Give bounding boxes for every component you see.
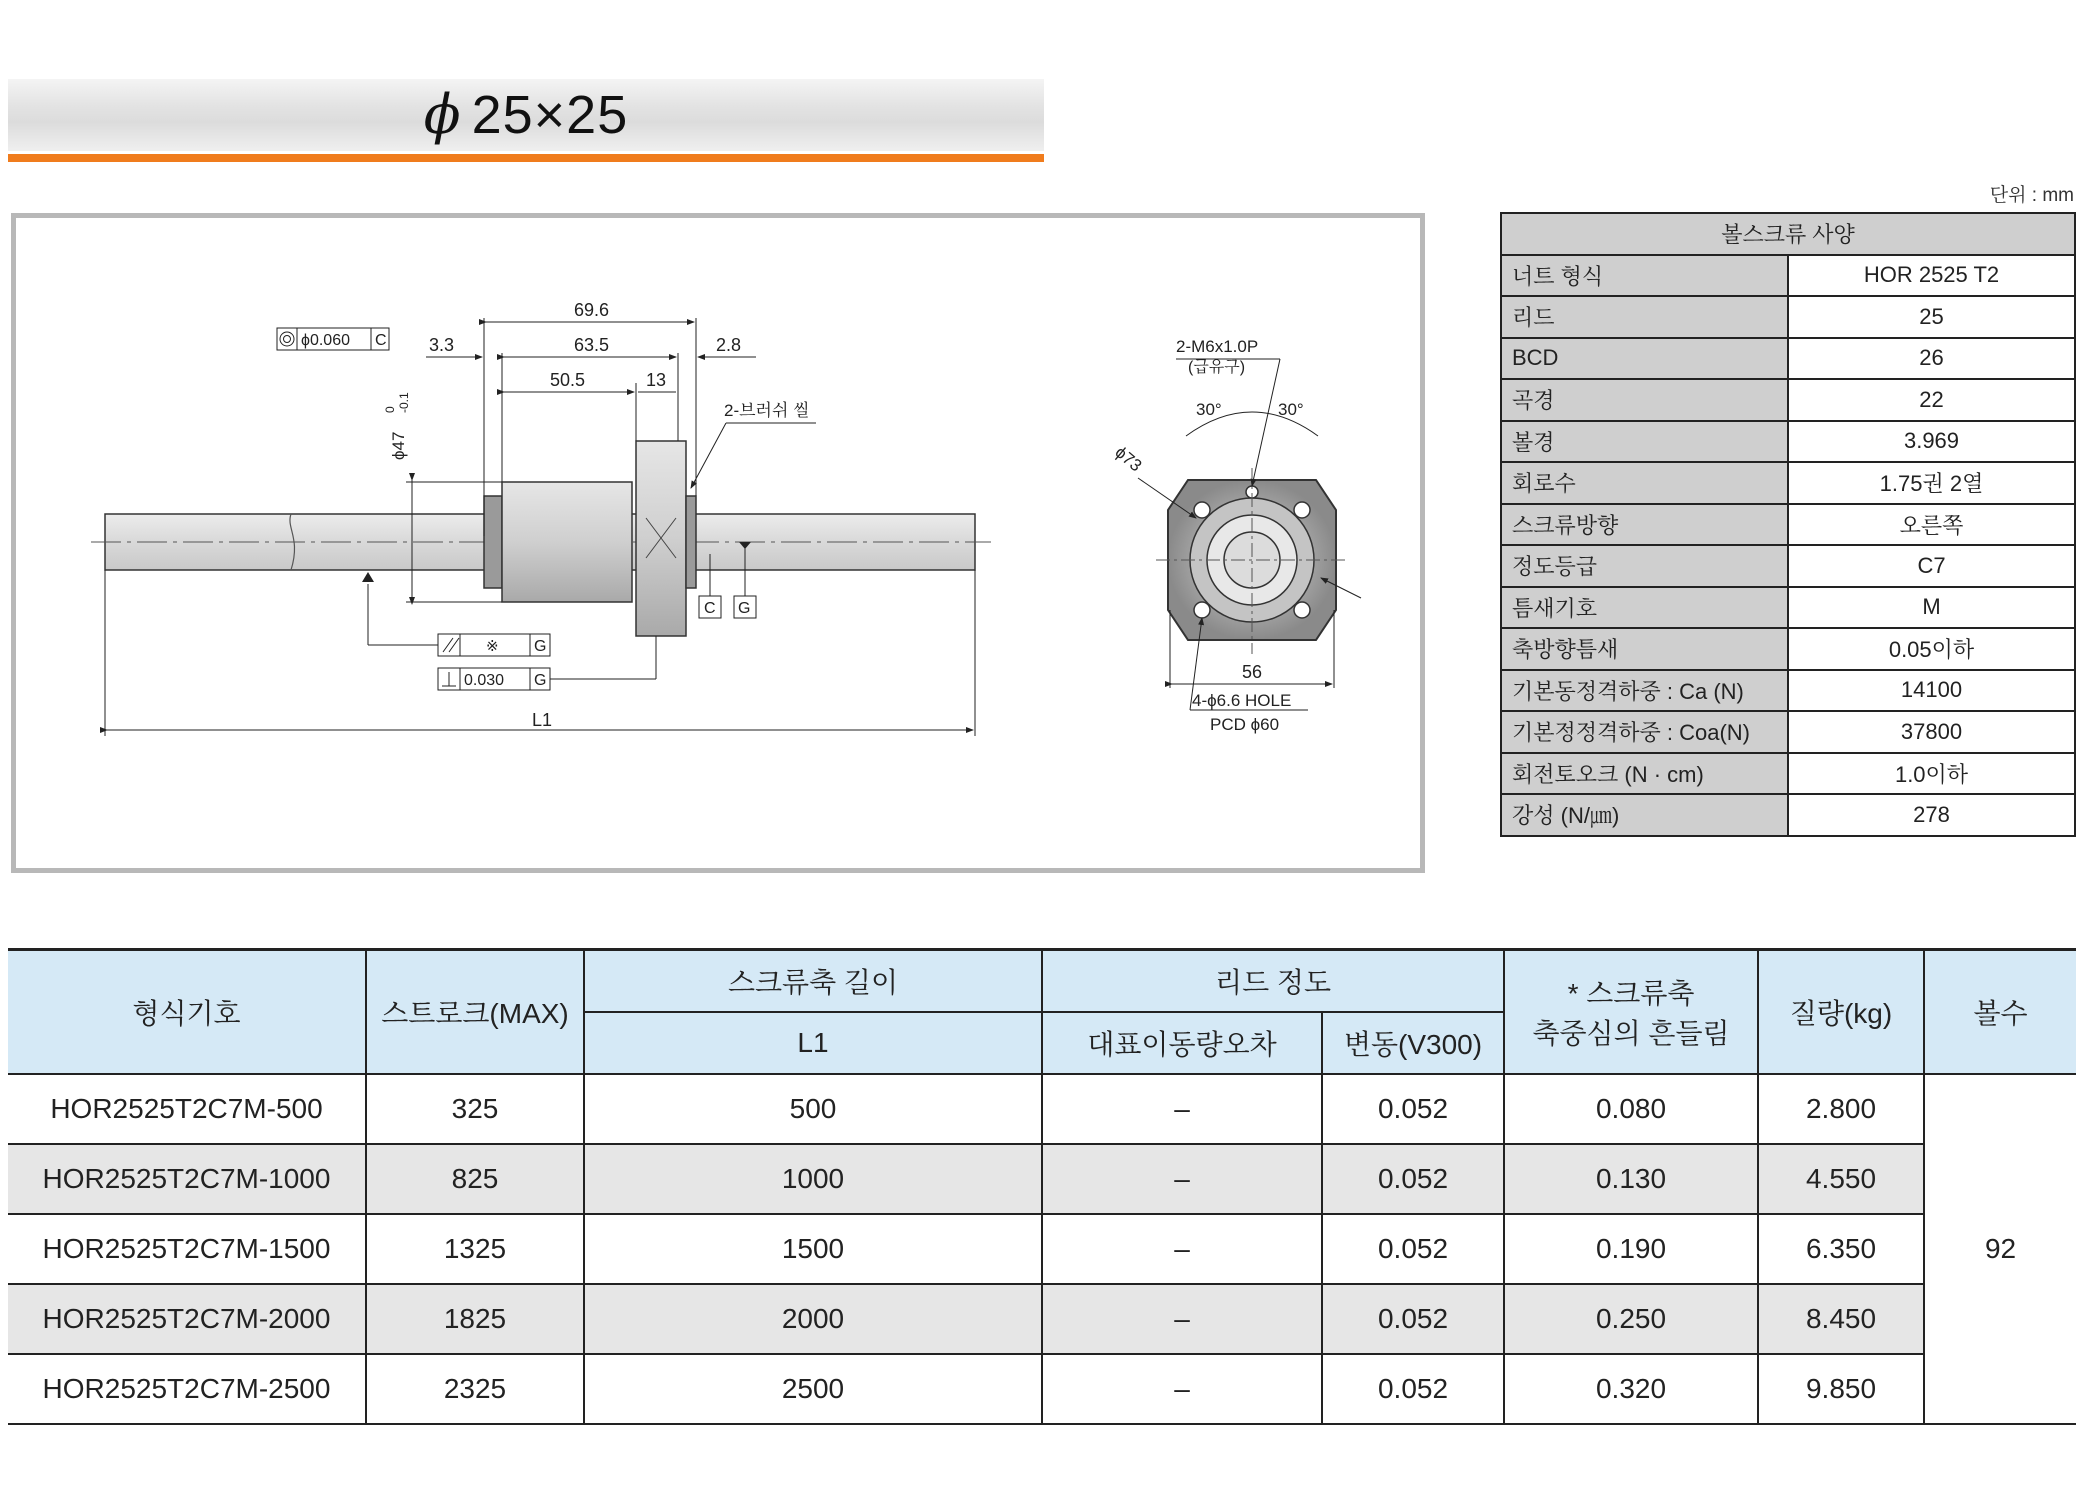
tol-perp-ref: G: [534, 672, 547, 689]
spec-key: 스크류방향: [1501, 504, 1788, 546]
spec-value: 22: [1788, 379, 2075, 421]
cell-l1: 1000: [584, 1144, 1042, 1214]
cell-model: HOR2525T2C7M-500: [8, 1074, 366, 1144]
spec-value: 278: [1788, 794, 2075, 836]
tol-flatness-value: ϕ0.060: [301, 332, 350, 349]
cell-runout: 0.130: [1504, 1144, 1758, 1214]
spec-row: [1501, 504, 2075, 546]
cell-err: –: [1042, 1354, 1322, 1424]
header-length: 스크류축 길이: [584, 950, 1042, 1013]
spec-row: [1501, 255, 2075, 297]
models-table: [8, 948, 2076, 1425]
header-balls: 볼수: [1924, 950, 2076, 1075]
dim-3-3: 3.3: [429, 335, 455, 355]
title-banner: [8, 79, 1044, 151]
header-runout-line2: 축중심의 흔들림: [1532, 1018, 1730, 1049]
dim-50-5: 50.5: [550, 370, 586, 390]
dim-l1: L1: [532, 710, 553, 730]
spec-key: 기본정정격하중 : Coa(N): [1501, 711, 1788, 753]
spec-key: 볼경: [1501, 421, 1788, 463]
cell-stroke: 825: [366, 1144, 584, 1214]
spec-value: 14100: [1788, 670, 2075, 712]
dim-phi47-tol-lower: -0.1: [397, 392, 411, 413]
hole-label: 4-ϕ6.6 HOLE: [1192, 691, 1292, 710]
mount-hole-1: [1194, 502, 1210, 518]
cell-runout: 0.250: [1504, 1284, 1758, 1354]
title-phi: ϕ: [423, 83, 462, 146]
cell-err: –: [1042, 1284, 1322, 1354]
pcd-label: PCD ϕ60: [1210, 715, 1280, 734]
cell-model: HOR2525T2C7M-1000: [8, 1144, 366, 1214]
nut-body: [502, 482, 632, 602]
cell-mass: 9.850: [1758, 1354, 1924, 1424]
cell-runout: 0.190: [1504, 1214, 1758, 1284]
spec-row: [1501, 753, 2075, 795]
spec-key: 기본동정격하중 : Ca (N): [1501, 670, 1788, 712]
cell-runout: 0.320: [1504, 1354, 1758, 1424]
cell-var: 0.052: [1322, 1144, 1504, 1214]
spec-value: 26: [1788, 338, 2075, 380]
spec-value: 0.05이하: [1788, 628, 2075, 670]
spec-key: BCD: [1501, 338, 1788, 380]
dim-63-5: 63.5: [574, 335, 610, 355]
cell-var: 0.052: [1322, 1074, 1504, 1144]
header-model: 형식기호: [8, 950, 366, 1075]
header-runout-line1: * 스크류축: [1567, 978, 1695, 1009]
spec-row: [1501, 545, 2075, 587]
cell-l1: 2000: [584, 1284, 1042, 1354]
table-row: [8, 1214, 2076, 1284]
tol-leader-arrow: [362, 572, 374, 582]
header-runout: [1504, 950, 1758, 1075]
spec-value: 1.75권 2열: [1788, 462, 2075, 504]
spec-key: 리드: [1501, 296, 1788, 338]
spec-key: 강성 (N/㎛): [1501, 794, 1788, 836]
dim-69-6: 69.6: [574, 300, 610, 320]
spec-key: 너트 형식: [1501, 255, 1788, 297]
spec-value: 25: [1788, 296, 2075, 338]
header-stroke: 스트로크(MAX): [366, 950, 584, 1075]
cell-var: 0.052: [1322, 1284, 1504, 1354]
banner-underline: [8, 154, 1044, 162]
spec-key: 곡경: [1501, 379, 1788, 421]
cell-balls: 92: [1924, 1074, 2076, 1424]
mount-hole-2: [1294, 502, 1310, 518]
cell-var: 0.052: [1322, 1214, 1504, 1284]
cell-stroke: 2325: [366, 1354, 584, 1424]
table-row: [8, 1354, 2076, 1424]
cell-err: –: [1042, 1144, 1322, 1214]
spec-key: 축방향틈새: [1501, 628, 1788, 670]
nut-end-cap-right: [686, 496, 696, 588]
spec-row: [1501, 296, 2075, 338]
cell-mass: 6.350: [1758, 1214, 1924, 1284]
tap-leader: [1252, 359, 1280, 486]
spec-row: [1501, 711, 2075, 753]
drawing-svg: [16, 218, 1420, 868]
header-mass: 질량(kg): [1758, 950, 1924, 1075]
title-text: 25×25: [471, 85, 629, 145]
spec-value: C7: [1788, 545, 2075, 587]
cell-runout: 0.080: [1504, 1074, 1758, 1144]
spec-value: 37800: [1788, 711, 2075, 753]
cell-mass: 8.450: [1758, 1284, 1924, 1354]
angle-left-label: 30°: [1196, 400, 1222, 419]
technical-drawing: [11, 213, 1425, 873]
datum-c: C: [704, 600, 716, 617]
tap-note: (급유구): [1188, 359, 1246, 376]
unit-label: 단위 : mm: [1989, 185, 2074, 206]
spec-key: 틈새기호: [1501, 587, 1788, 629]
mount-hole-3: [1194, 602, 1210, 618]
spec-key: 회전토오크 (N · cm): [1501, 753, 1788, 795]
spec-row: [1501, 628, 2075, 670]
tol-parallel-value: ※: [486, 638, 499, 655]
spec-row: [1501, 421, 2075, 463]
header-variation: 변동(V300): [1322, 1012, 1504, 1074]
spec-row: [1501, 587, 2075, 629]
cell-l1: 500: [584, 1074, 1042, 1144]
cell-stroke: 1825: [366, 1284, 584, 1354]
spec-value: M: [1788, 587, 2075, 629]
spec-value: 3.969: [1788, 421, 2075, 463]
dim-2-8: 2.8: [716, 335, 742, 355]
header-travel-error: 대표이동량오차: [1042, 1012, 1322, 1074]
header-lead-accuracy: 리드 정도: [1042, 950, 1504, 1013]
datum-g: G: [738, 600, 751, 617]
mount-hole-4: [1294, 602, 1310, 618]
cell-model: HOR2525T2C7M-2500: [8, 1354, 366, 1424]
table-row: [8, 1144, 2076, 1214]
table-row: [8, 1284, 2076, 1354]
brush-seal-label: 2-브러쉬 씰: [724, 401, 810, 420]
spec-key: 정도등급: [1501, 545, 1788, 587]
spec-row: [1501, 379, 2075, 421]
cell-mass: 4.550: [1758, 1144, 1924, 1214]
dim-phi47: ϕ47: [389, 431, 408, 460]
cell-err: –: [1042, 1074, 1322, 1144]
cell-model: HOR2525T2C7M-1500: [8, 1214, 366, 1284]
tap-label: 2-M6x1.0P: [1176, 337, 1259, 356]
phi73-label: ϕ73: [1111, 442, 1146, 476]
page-title: [8, 79, 1044, 151]
spec-key: 회로수: [1501, 462, 1788, 504]
spec-row: [1501, 670, 2075, 712]
table-row: [8, 1074, 2076, 1144]
dim-56: 56: [1242, 662, 1263, 682]
cell-l1: 2500: [584, 1354, 1042, 1424]
header-l1: L1: [584, 1012, 1042, 1074]
spec-table: [1500, 212, 2076, 837]
tol-flatness-ref: C: [375, 332, 387, 349]
spec-value: 오른쪽: [1788, 504, 2075, 546]
spec-value: 1.0이하: [1788, 753, 2075, 795]
dim-13: 13: [646, 370, 667, 390]
spec-row: [1501, 794, 2075, 836]
angle-right-label: 30°: [1278, 400, 1304, 419]
cell-stroke: 325: [366, 1074, 584, 1144]
cell-stroke: 1325: [366, 1214, 584, 1284]
spec-table-header: 볼스크류 사양: [1501, 213, 2075, 255]
cell-var: 0.052: [1322, 1354, 1504, 1424]
spec-row: [1501, 462, 2075, 504]
cell-model: HOR2525T2C7M-2000: [8, 1284, 366, 1354]
nut-end-cap-left: [484, 496, 502, 588]
cell-err: –: [1042, 1214, 1322, 1284]
tol-perp-value: 0.030: [464, 672, 505, 689]
tol-parallel-ref: G: [534, 638, 547, 655]
cell-mass: 2.800: [1758, 1074, 1924, 1144]
spec-value: HOR 2525 T2: [1788, 255, 2075, 297]
dim-phi47-tol-upper: 0: [383, 406, 397, 413]
cell-l1: 1500: [584, 1214, 1042, 1284]
spec-row: [1501, 338, 2075, 380]
